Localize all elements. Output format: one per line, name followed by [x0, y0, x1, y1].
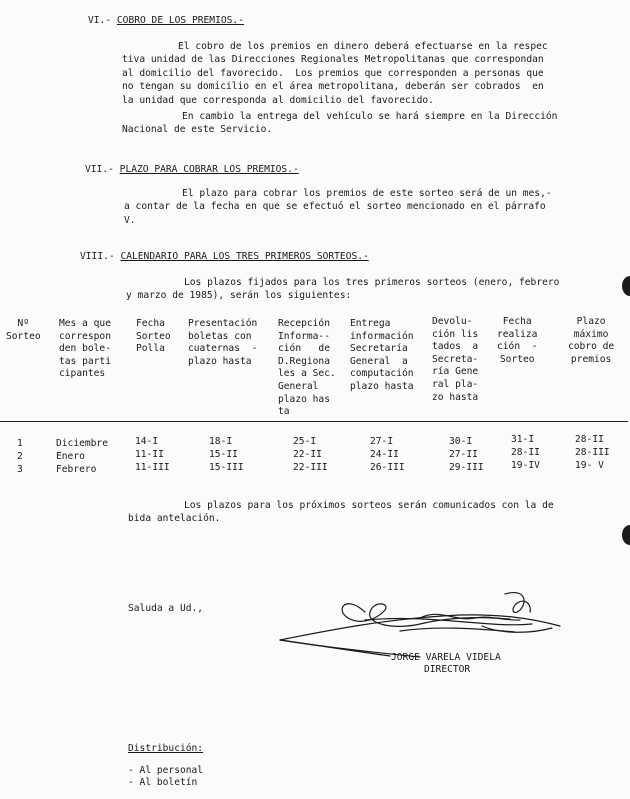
cell-fecha-sorteo: 14-I: [135, 436, 159, 447]
table-rule: [0, 421, 628, 422]
header-fecha-realizacion: Fecha realiza ción - Sorteo: [497, 316, 538, 365]
header-fecha-sorteo: Fecha Sorteo Polla: [136, 318, 171, 355]
section-6-title: COBRO DE LOS PREMIOS.-: [116, 15, 244, 26]
cell-recepcion: 25-I: [293, 436, 317, 447]
section-6-heading: [88, 15, 244, 26]
cell-plazo-maximo: 28-III: [575, 447, 610, 458]
section-7-paragraph-1: El plazo para cobrar los premios de este sorteo será de un mes,- a contar de la fecha en que se efectuó el sorteo mencionado en el párrafo V.: [124, 188, 552, 226]
section-6-paragraph-2: En cambio la entrega del vehículo se hará siempre en la Dirección Nacional de este Servicio.: [122, 111, 558, 136]
cell-fecha-realizacion: 28-II: [511, 447, 540, 458]
cell-recepcion: 22-III: [293, 462, 328, 473]
section-7-title: PLAZO PARA COBRAR LOS PREMIOS.-: [119, 164, 299, 175]
distribution-item: - Al personal: [128, 765, 204, 776]
section-8-paragraph-1: Los plazos fijados para los tres primeros sorteos (enero, febrero y marzo de 1985), serán los siguientes:: [126, 277, 560, 302]
header-mes: Mes a que correspon den bole- tas parti cipantes: [59, 318, 111, 380]
punch-hole: [622, 276, 630, 296]
cell-presentacion: 15-III: [209, 462, 244, 473]
signer-title: DIRECTOR: [424, 664, 471, 675]
cell-presentacion: 15-II: [209, 449, 238, 460]
cell-presentacion: 18-I: [209, 436, 233, 447]
section-7-number: VII.-: [85, 164, 114, 175]
cell-devolucion: 30-I: [449, 436, 473, 447]
cell-sorteo: 1: [17, 438, 23, 449]
cell-recepcion: 22-II: [293, 449, 322, 460]
distribution-label: Distribución:: [128, 743, 204, 754]
section-8-title: CALENDARIO PARA LOS TRES PRIMEROS SORTEOS.-: [120, 251, 369, 262]
closing-paragraph: Los plazos para los próximos sorteos serán comunicados con la de bida antelación.: [128, 500, 554, 525]
cell-sorteo: 3: [17, 464, 23, 475]
header-sorteo: Nº Sorteo: [6, 318, 41, 342]
section-6-number: VI.-: [88, 15, 112, 26]
cell-mes: Enero: [56, 451, 85, 462]
cell-fecha-sorteo: 11-III: [135, 462, 170, 473]
header-presentacion: Presentación boletas con cuaternas - plazo hasta: [188, 318, 258, 367]
section-7-heading: [85, 164, 299, 175]
cell-plazo-maximo: 19- V: [575, 460, 604, 471]
signer-name: JORGE VARELA VIDELA: [391, 652, 501, 663]
cell-entrega: 27-I: [370, 436, 394, 447]
header-plazo-maximo: Plazo máximo cobro de premios: [568, 316, 615, 365]
section-6-paragraph-1: El cobro de los premios en dinero deberá efectuarse en la respec tiva unidad de las Direcciones Regionales Metropolitanas que correspondan al domicilio del favorecido. Los premios que corresponden a personas que no tengan su domicilio en el área metropolitana, deberán ser cobrados en la unidad que corresponda al domicilio del favorecido.: [122, 41, 548, 106]
distribution-item: - Al boletín: [128, 777, 198, 788]
cell-fecha-realizacion: 19-IV: [511, 460, 540, 471]
cell-entrega: 24-II: [370, 449, 399, 460]
cell-entrega: 26-III: [370, 462, 405, 473]
header-devolucion: Devolu- ción lis tados a Secreta- ría Gene ral pla- zo hasta: [432, 316, 479, 403]
cell-mes: Diciembre: [56, 438, 108, 449]
cell-devolucion: 27-II: [449, 449, 478, 460]
section-8-heading: [80, 251, 369, 262]
cell-mes: Febrero: [56, 464, 97, 475]
cell-sorteo: 2: [17, 451, 23, 462]
cell-plazo-maximo: 28-II: [575, 434, 604, 445]
cell-fecha-sorteo: 11-II: [135, 449, 164, 460]
cell-devolucion: 29-III: [449, 462, 484, 473]
cell-fecha-realizacion: 31-I: [511, 434, 535, 445]
header-entrega: Entrega información Secretaría General a computación plazo hasta: [350, 318, 414, 392]
punch-hole: [622, 525, 630, 545]
section-8-number: VIII.-: [80, 251, 115, 262]
greeting: Saluda a Ud.,: [128, 603, 204, 614]
header-recepcion: Recepción Informa-- ción de D.Regiona les a Sec. General plazo has ta: [278, 318, 336, 418]
